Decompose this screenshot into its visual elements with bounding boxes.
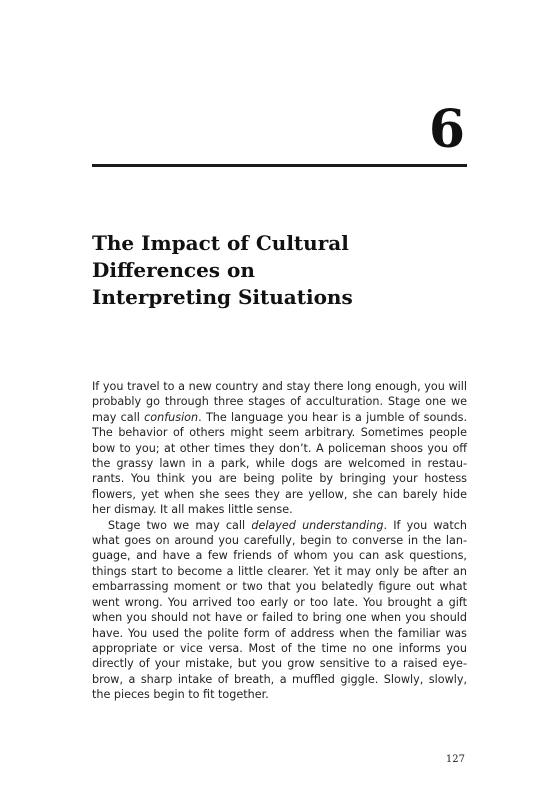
paragraph	[92, 379, 467, 518]
italic-term: confusion	[144, 410, 199, 424]
text-run: . If you watch what goes on around you carefully, begin to converse in the language, and have a few friends of whom you can ask questions, things start to become a little clearer. Yet it may only be after an embarrassing moment or two that you belatedly figure out what went wrong. You arrived too early or too late. You brought a gift when you should not have or failed to bring one when you should have. You used the polite form of address when the familiar was appropriate or vice versa. Most of the time no one informs you directly of your mistake, but you grow sensitive to a raised eyebrow, a sharp intake of breath, a muffled giggle. Slowly, slowly, the pieces begin to fit together.	[92, 518, 468, 702]
chapter-rule	[92, 164, 467, 167]
italic-term: delayed understanding	[251, 518, 384, 532]
chapter-title-line: The Impact of Cultural	[92, 231, 349, 255]
body-text	[92, 379, 467, 703]
chapter-title	[92, 230, 422, 311]
text-run: Stage two we may call	[108, 518, 252, 532]
chapter-number: 6	[428, 99, 465, 160]
chapter-title-line: Differences on	[92, 258, 255, 282]
text-run: If you travel to a new country and stay there long enough, you will probably go through three stages of acculturation. Stage one we may call	[92, 380, 467, 424]
page-number: 127	[445, 754, 465, 765]
chapter-title-line: Interpreting Situations	[92, 285, 353, 309]
paragraph	[92, 518, 467, 703]
text-run: . The language you hear is a jumble of sounds. The behavior of others might seem arbitrary. Sometimes people bow to you; at other times they don’t. A policeman shoos you off the grassy lawn in a park, while dogs are welcomed in restaurants. You think you are being polite by bringing your hostess flowers, yet when she sees they are yellow, she can barely hide her dismay. It all makes little sense.	[92, 410, 467, 517]
